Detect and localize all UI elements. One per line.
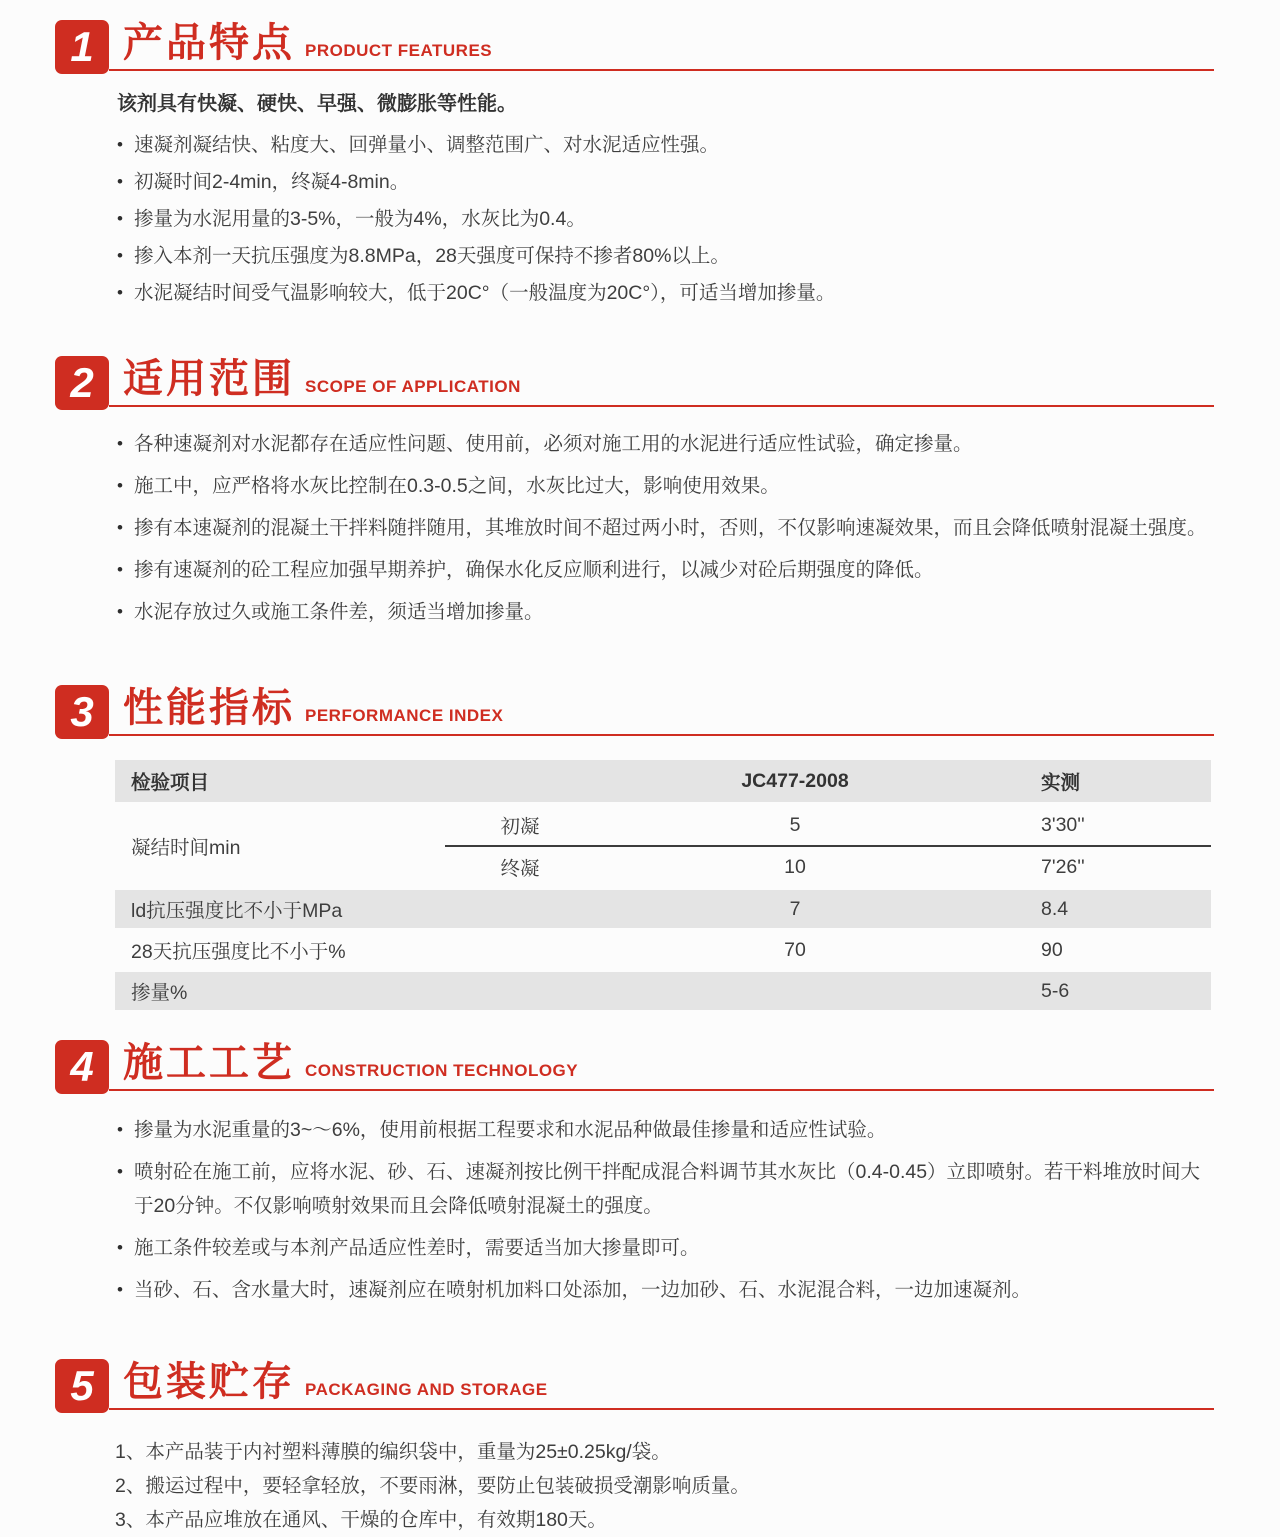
section-subtitle-en: SCOPE OF APPLICATION (305, 377, 521, 396)
table-header-row (115, 760, 1211, 802)
setting-time-label: 凝结时间min (131, 837, 241, 859)
section-title-underline (109, 1362, 1214, 1410)
cell-sub: 终凝 (500, 858, 540, 880)
table-row-1d-strength (115, 890, 1211, 928)
cell-item: 掺量% (131, 982, 188, 1004)
cell-measured: 5-6 (1041, 979, 1070, 1002)
section-title: 施工工艺 (123, 1041, 295, 1085)
section-subtitle-en: PACKAGING AND STORAGE (305, 1380, 548, 1399)
section-subtitle-en: PERFORMANCE INDEX (305, 706, 504, 725)
section-header (55, 356, 1214, 407)
bullet-item: • 掺有本速凝剂的混凝土干拌料随拌随用，其堆放时间不超过两小时，否则，不仅影响速凝效果，而且会降低喷射混凝土强度。 (115, 511, 1214, 545)
section-subtitle-en: PRODUCT FEATURES (305, 41, 493, 60)
bullet-item: • 掺入本剂一天抗压强度为8.8MPa，28天强度可保持不掺者80%以上。 (115, 239, 1214, 273)
table-row-dosage (115, 972, 1211, 1010)
construction-bullet-list (115, 1113, 1214, 1307)
section-header (55, 685, 1214, 736)
numbered-item: 2、搬运过程中，要轻拿轻放，不要雨淋，要防止包装破损受潮影响质量。 (115, 1475, 750, 1497)
section-title: 产品特点 (123, 21, 295, 65)
bullet-item: • 水泥存放过久或施工条件差，须适当增加掺量。 (115, 595, 1214, 629)
section-title: 性能指标 (123, 686, 295, 730)
header-measured: 实测 (1041, 772, 1081, 794)
section-number-badge: 2 (55, 356, 109, 410)
bullet-item: • 掺量为水泥重量的3~～6%，使用前根据工程要求和水泥品种做最佳掺量和适应性试验。 (115, 1113, 1214, 1147)
cell-item: ld抗压强度比不小于MPa (131, 900, 343, 922)
scope-bullet-list (115, 427, 1214, 629)
features-bullet-list (115, 128, 1214, 310)
bullet-item: • 初凝时间2-4min，终凝4-8min。 (115, 165, 1214, 199)
section-packaging-storage (0, 1359, 1280, 1537)
section-performance-index (0, 685, 1280, 1010)
section-title: 包装贮存 (123, 1360, 295, 1404)
section-title: 适用范围 (123, 357, 295, 401)
section-header (55, 1040, 1214, 1091)
section-number-badge: 3 (55, 685, 109, 739)
performance-table (115, 760, 1211, 1010)
table-row-setting-time (115, 805, 1211, 887)
section-title-underline (109, 688, 1214, 736)
bullet-item: • 掺量为水泥用量的3-5%，一般为4%，水灰比为0.4。 (115, 202, 1214, 236)
section-product-features (0, 20, 1280, 310)
section-title-underline (109, 1043, 1214, 1091)
cell-measured: 90 (1041, 938, 1063, 961)
section-subtitle-en: CONSTRUCTION TECHNOLOGY (305, 1061, 579, 1080)
numbered-item: 1、本产品装于内衬塑料薄膜的编织袋中，重量为25±0.25kg/袋。 (115, 1441, 671, 1463)
header-standard: JC477-2008 (741, 769, 849, 792)
section-header (55, 1359, 1214, 1410)
header-item: 检验项目 (131, 772, 210, 794)
cell-measured: 8.4 (1041, 897, 1069, 920)
section-title-underline (109, 23, 1214, 71)
cell-measured: 7'26'' (1041, 855, 1085, 878)
section-number-badge: 4 (55, 1040, 109, 1094)
section-scope-of-application (0, 356, 1280, 629)
section-header (55, 20, 1214, 71)
cell-sub: 初凝 (500, 816, 540, 838)
section-number-badge: 1 (55, 20, 109, 74)
bullet-item: • 施工中，应严格将水灰比控制在0.3-0.5之间，水灰比过大，影响使用效果。 (115, 469, 1214, 503)
cell-measured: 3'30'' (1041, 813, 1085, 836)
numbered-item: 3、本产品应堆放在通风、干燥的仓库中，有效期180天。 (115, 1509, 607, 1531)
cell-standard: 5 (789, 813, 801, 836)
table-row-final-set (445, 845, 1211, 887)
section-number-badge: 5 (55, 1359, 109, 1413)
bullet-item: • 施工条件较差或与本剂产品适应性差时，需要适当加大掺量即可。 (115, 1231, 1214, 1265)
table-row-28d-strength (115, 931, 1211, 969)
bullet-item: • 掺有速凝剂的砼工程应加强早期养护，确保水化反应顺利进行，以减少对砼后期强度的降低。 (115, 553, 1214, 587)
section-title-underline (109, 359, 1214, 407)
cell-item: 28天抗压强度比不小于% (131, 941, 346, 963)
bullet-item: • 水泥凝结时间受气温影响较大，低于20C°（一般温度为20C°），可适当增加掺量。 (115, 276, 1214, 310)
cell-standard: 70 (784, 938, 806, 961)
section-construction-technology (0, 1040, 1280, 1307)
cell-standard: 10 (784, 855, 806, 878)
bullet-item: • 速凝剂凝结快、粘度大、回弹量小、调整范围广、对水泥适应性强。 (115, 128, 1214, 162)
features-intro: 该剂具有快凝、硬快、早强、微膨胀等性能。 (117, 93, 517, 115)
setting-time-subrows (445, 805, 1211, 887)
packaging-item-list (115, 1436, 1214, 1537)
bullet-item: • 喷射砼在施工前，应将水泥、砂、石、速凝剂按比例干拌配成混合料调节其水灰比（0.4-0.45）立即喷射。若干料堆放时间大于20分钟。不仅影响喷射效果而且会降低喷射混凝土的强度。 (115, 1155, 1214, 1223)
bullet-item: • 当砂、石、含水量大时，速凝剂应在喷射机加料口处添加，一边加砂、石、水泥混合料，一边加速凝剂。 (115, 1273, 1214, 1307)
bullet-item: • 各种速凝剂对水泥都存在适应性问题、使用前，必须对施工用的水泥进行适应性试验，确定掺量。 (115, 427, 1214, 461)
table-row-initial-set (445, 805, 1211, 845)
cell-standard: 7 (789, 897, 801, 920)
